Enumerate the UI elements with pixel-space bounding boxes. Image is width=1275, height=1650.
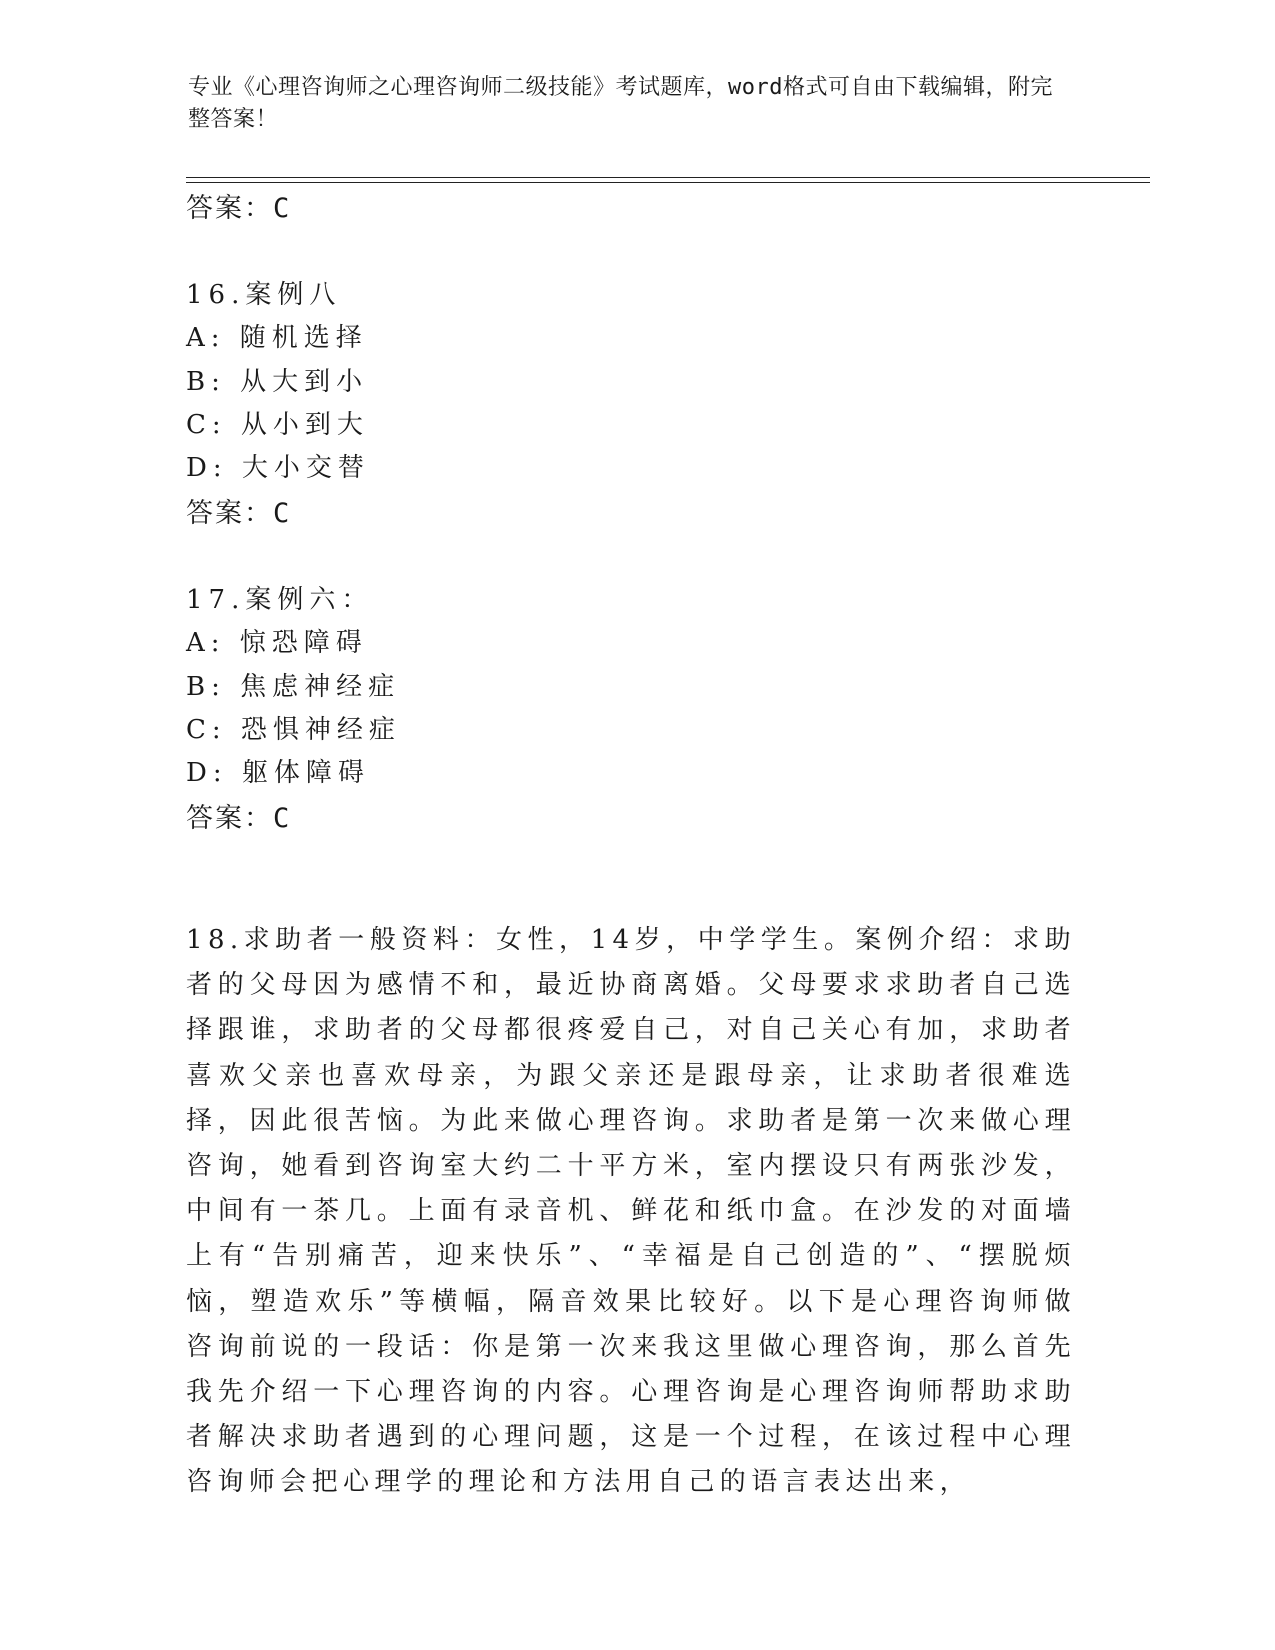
- question-16-option-c: C: 从小到大: [186, 410, 369, 440]
- question-17-option-d: D: 躯体障碍: [186, 758, 370, 788]
- question-16-option-b: B: 从大到小: [186, 367, 369, 397]
- question-18-text: 18.求助者一般资料：女性，14岁，中学学生。案例介绍：求助者的父母因为感情不和，最近协商离婚。父母要求求助者自己选择跟谁，求助者的父母都很疼爱自己，对自己关心有加，求助者喜欢父亲也喜欢母亲，为跟父亲还是跟母亲，让求助者很难选择，因此很苦恼。为此来做心理咨询。求助者是第一次来做心理咨询，她看到咨询室大约二十平方米，室内摆设只有两张沙发，中间有一茶几。上面有录音机、鲜花和纸巾盒。在沙发的对面墙上有“告别痛苦，迎来快乐”、“幸福是自己创造的”、“摆脱烦恼，塑造欢乐”等横幅，隔音效果比较好。以下是心理咨询师做咨询前说的一段话：你是第一次来我这里做心理咨询，那么首先我先介绍一下心理咨询的内容。心理咨询是心理咨询师帮助求助者解决求助者遇到的心理问题，这是一个过程，在该过程中心理咨询师会把心理学的理论和方法用自己的语言表达出来，: [186, 925, 1076, 1498]
- answer-15: 答案：C: [186, 193, 292, 224]
- answer-16: 答案：C: [186, 498, 292, 529]
- question-16-option-d: D: 大小交替: [186, 453, 370, 483]
- question-16-option-a: A: 随机选择: [186, 323, 368, 353]
- question-17-option-c: C: 恐惧神经症: [186, 715, 401, 745]
- question-17-option-b: B: 焦虑神经症: [186, 672, 401, 702]
- question-17-option-a: A: 惊恐障碍: [186, 628, 368, 658]
- question-17-title: 17.案例六：: [186, 585, 374, 615]
- question-16-title: 16.案例八: [186, 280, 342, 310]
- header-divider-secondary: [186, 182, 1150, 183]
- header-note: 专业《心理咨询师之心理咨询师二级技能》考试题库，word格式可自由下载编辑，附完整答案！: [188, 75, 1053, 132]
- header-divider: [186, 177, 1150, 178]
- answer-17: 答案：C: [186, 803, 292, 834]
